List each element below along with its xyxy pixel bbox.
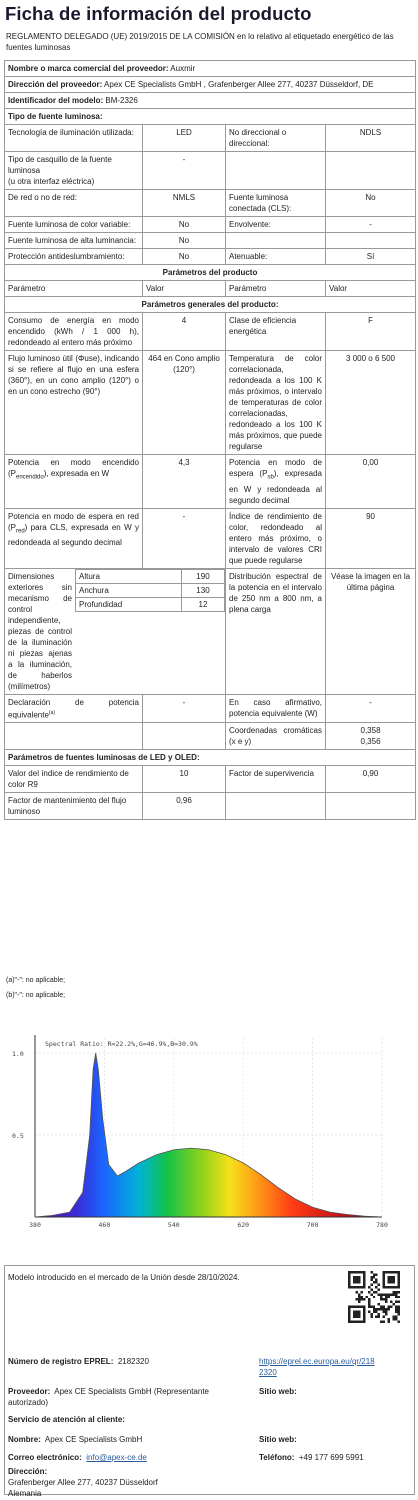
service-name-label: Nombre:	[8, 1435, 41, 1444]
customer-service-header: Servicio de atención al cliente:	[8, 1415, 125, 1424]
dimensions-table	[75, 569, 225, 612]
width-value: 130	[181, 583, 224, 597]
service-name-value: Apex CE Specialists GmbH	[44, 1435, 143, 1444]
page-title: Ficha de información del producto	[5, 3, 312, 24]
cri-value: 90	[326, 508, 416, 568]
on-mode-power-label	[5, 455, 143, 509]
cls-value: No	[326, 190, 416, 217]
networked-standby-value: -	[143, 508, 226, 568]
equivalent-power-footnote: (a)	[48, 709, 56, 716]
phone-label: Teléfono:	[259, 1453, 295, 1462]
on-mode-power-text: Potencia en modo encendido (P	[8, 458, 139, 478]
cap-value: -	[143, 152, 226, 190]
networked-standby-label	[5, 508, 143, 568]
energy-class-label: Clase de eficiencia energética	[226, 313, 326, 351]
phone-row	[259, 1452, 364, 1463]
equivalent-power-text: Declaración de potencia equivalente	[8, 697, 139, 720]
width-label: Anchura	[76, 583, 182, 597]
standby-power-label	[226, 455, 326, 509]
mains-label: De red o no de red:	[5, 190, 143, 217]
standby-power-value: 0,00	[326, 455, 416, 509]
equivalent-power-value: -	[143, 694, 226, 723]
service-name-row	[8, 1434, 142, 1445]
footnote-b: (b)"-": no aplicable;	[6, 992, 66, 999]
r9-label: Valor del índice de rendimiento de color R9	[5, 766, 143, 793]
regulation-subtitle: REGLAMENTO DELEGADO (UE) 2019/2015 DE LA COMISIÓN en lo relativo al etiquetado energético de las fuentes luminosas	[6, 32, 394, 52]
supplier-name-label: Nombre o marca comercial del proveedor:	[8, 64, 169, 73]
supplier-website-label: Sitio web:	[259, 1387, 297, 1396]
on-mode-power-subscript: encendido	[16, 474, 44, 481]
cap-label-note: (u otra interfaz eléctrica)	[8, 177, 95, 186]
envelope-value: -	[326, 217, 416, 233]
standby-power-subscript: sb	[267, 474, 274, 481]
footnote-a: (a)"-": no aplicable;	[6, 977, 66, 984]
x-tick-label: 780	[376, 1221, 388, 1229]
value-col-header: Valor	[143, 281, 226, 297]
r9-value: 10	[143, 766, 226, 793]
email-label: Correo electrónico:	[8, 1453, 82, 1462]
high-luminance-value: No	[143, 233, 226, 249]
color-tunable-value: No	[143, 217, 226, 233]
energy-class-value: F	[326, 313, 416, 351]
dimmable-value: Sí	[326, 249, 416, 265]
cct-value: 3 000 o 6 500	[326, 351, 416, 455]
x-tick-label: 540	[167, 1221, 180, 1229]
qr-code-icon[interactable]	[348, 1271, 400, 1323]
equivalent-yes-value: -	[326, 694, 416, 723]
chromaticity-label: Coordenadas cromáticas (x e y)	[226, 723, 326, 750]
anti-glare-value: No	[143, 249, 226, 265]
value-col-header-2: Valor	[326, 281, 416, 297]
dimensions-label: Dimensiones exteriores sin mecanismo de control independiente, piezas de control de la iluminación ni piezas ajenas a la iluminación, de haberlos (milímetros)	[8, 571, 72, 691]
phone-value: +49 177 699 5991	[298, 1453, 364, 1462]
energy-value: 4	[143, 313, 226, 351]
spectral-ratio-title: Spectral Ratio: R=22.2%,G=46.9%,B=30.9%	[45, 1040, 198, 1048]
info-table	[4, 60, 416, 820]
cri-label: Índice de rendimiento de color, redondeado al entero más próximo, o intervalo de valores CRI que puede regularse	[226, 508, 326, 568]
networked-standby-text: Potencia en modo de espera en red (P	[8, 511, 139, 532]
x-tick-label: 380	[29, 1221, 41, 1229]
nondir-value: NDLS	[326, 125, 416, 152]
depth-value: 12	[181, 597, 224, 611]
x-tick-label: 460	[98, 1221, 111, 1229]
general-params-header: Parámetros generales del producto:	[5, 297, 416, 313]
equivalent-yes-label: En caso afirmativo, potencia equivalente (W)	[226, 694, 326, 723]
on-mode-power-value: 4,3	[143, 455, 226, 509]
param-col-header: Parámetro	[5, 281, 143, 297]
chromaticity-x: 0,358	[360, 726, 381, 736]
footer-section	[4, 1265, 415, 1498]
survival-label: Factor de supervivencia	[226, 766, 326, 793]
height-value: 190	[181, 569, 224, 583]
flux-value: 464 en Cono amplio (120°)	[143, 351, 226, 455]
address-line-1: Grafenberger Allee 277, 40237 Düsseldorf	[8, 1478, 158, 1487]
chromaticity-value	[326, 723, 416, 750]
spd-label: Distribución espectral de la potencia en el intervalo de 250 nm a 800 nm, a plena carga	[226, 568, 326, 694]
service-website-label: Sitio web:	[259, 1435, 297, 1444]
standby-power-text-2: ), expresada en W y redondeada al segundo decimal	[229, 469, 322, 505]
flux-label: Flujo luminoso útil (Φuse), indicando si se refiere al flujo en una esfera (360°), en un cono amplio (120°) o en un cono estrecho (90°)	[5, 351, 143, 455]
eprel-number: 2182320	[117, 1357, 149, 1366]
param-col-header-2: Parámetro	[226, 281, 326, 297]
color-tunable-label: Fuente luminosa de color variable:	[5, 217, 143, 233]
supplier-address: Apex CE Specialists GmbH , Grafenberger Allee 277, 40237 Düsseldorf, DE	[104, 80, 374, 89]
networked-standby-subscript: red	[16, 528, 25, 535]
anti-glare-label: Protección antideslumbramiento:	[5, 249, 143, 265]
market-date: Modelo introducido en el mercado de la Unión desde 28/10/2024.	[8, 1273, 240, 1282]
cap-label: Tipo de casquillo de la fuente luminosa	[8, 155, 112, 175]
height-label: Altura	[76, 569, 182, 583]
address-block	[8, 1466, 158, 1499]
light-source-type-header: Tipo de fuente luminosa:	[5, 109, 416, 125]
footnotes	[6, 973, 65, 1003]
tech-label: Tecnología de iluminación utilizada:	[5, 125, 143, 152]
model-label: Identificador del modelo:	[8, 96, 104, 105]
eprel-row	[8, 1356, 149, 1367]
nondir-label: No direccional o direccional:	[226, 125, 326, 152]
spd-value: Véase la imagen en la última página	[326, 568, 416, 694]
y-tick-label: 0.5	[12, 1132, 24, 1140]
x-tick-label: 620	[237, 1221, 250, 1229]
model-row	[5, 93, 416, 109]
email-row	[8, 1452, 147, 1463]
lumen-maintenance-value: 0,96	[143, 793, 226, 820]
mains-value: NMLS	[143, 190, 226, 217]
spectral-distribution-chart	[0, 1015, 418, 1245]
x-tick-label: 700	[306, 1221, 319, 1229]
on-mode-power-text-2: ), expresada en W	[43, 469, 110, 478]
product-params-header: Parámetros del producto	[5, 265, 416, 281]
envelope-label: Envolvente:	[226, 217, 326, 233]
tech-value: LED	[143, 125, 226, 152]
address-line-2: Alemania	[8, 1489, 42, 1498]
address-label: Dirección:	[8, 1467, 48, 1476]
eprel-link[interactable]: https://eprel.ec.europa.eu/qr/2182320	[259, 1357, 375, 1377]
supplier-address-row	[5, 77, 416, 93]
equivalent-power-label	[5, 694, 143, 723]
eprel-label: Número de registro EPREL:	[8, 1357, 114, 1366]
standby-power-text: Potencia en modo de espera (P	[229, 458, 322, 478]
supplier-name-row	[5, 61, 416, 77]
supplier-row	[8, 1386, 248, 1408]
y-tick-label: 1.0	[12, 1050, 24, 1058]
footer-supplier-label: Proveedor:	[8, 1387, 51, 1396]
chromaticity-y: 0,356	[360, 737, 381, 747]
email-link[interactable]: info@apex-ce.de	[86, 1453, 147, 1462]
led-params-header: Parámetros de fuentes luminosas de LED y OLED:	[5, 750, 416, 766]
survival-value: 0,90	[326, 766, 416, 793]
depth-label: Profundidad	[76, 597, 182, 611]
footer-supplier-value: Apex CE Specialists GmbH (Representante autorizado)	[8, 1387, 209, 1407]
cls-label: Fuente luminosa conectada (CLS):	[226, 190, 326, 217]
supplier-address-label: Dirección del proveedor:	[8, 80, 103, 89]
supplier-name: Auxmir	[170, 64, 196, 73]
model-identifier: BM-2326	[105, 96, 138, 105]
high-luminance-label: Fuente luminosa de alta luminancia:	[5, 233, 143, 249]
cct-label: Temperatura de color correlacionada, redondeada a los 100 K más próximos, o intervalo de temperaturas de color correlacionadas, redondeado a los 100 K más próximos, que puede regularse	[226, 351, 326, 455]
lumen-maintenance-label: Factor de mantenimiento del flujo luminoso	[5, 793, 143, 820]
energy-label: Consumo de energía en modo encendido (kWh / 1 000 h), redondeado al entero más próximo	[5, 313, 143, 351]
dimmable-label: Atenuable:	[226, 249, 326, 265]
networked-standby-text-2: ) para CLS, expresada en W y redondeada al segundo decimal	[8, 522, 139, 548]
